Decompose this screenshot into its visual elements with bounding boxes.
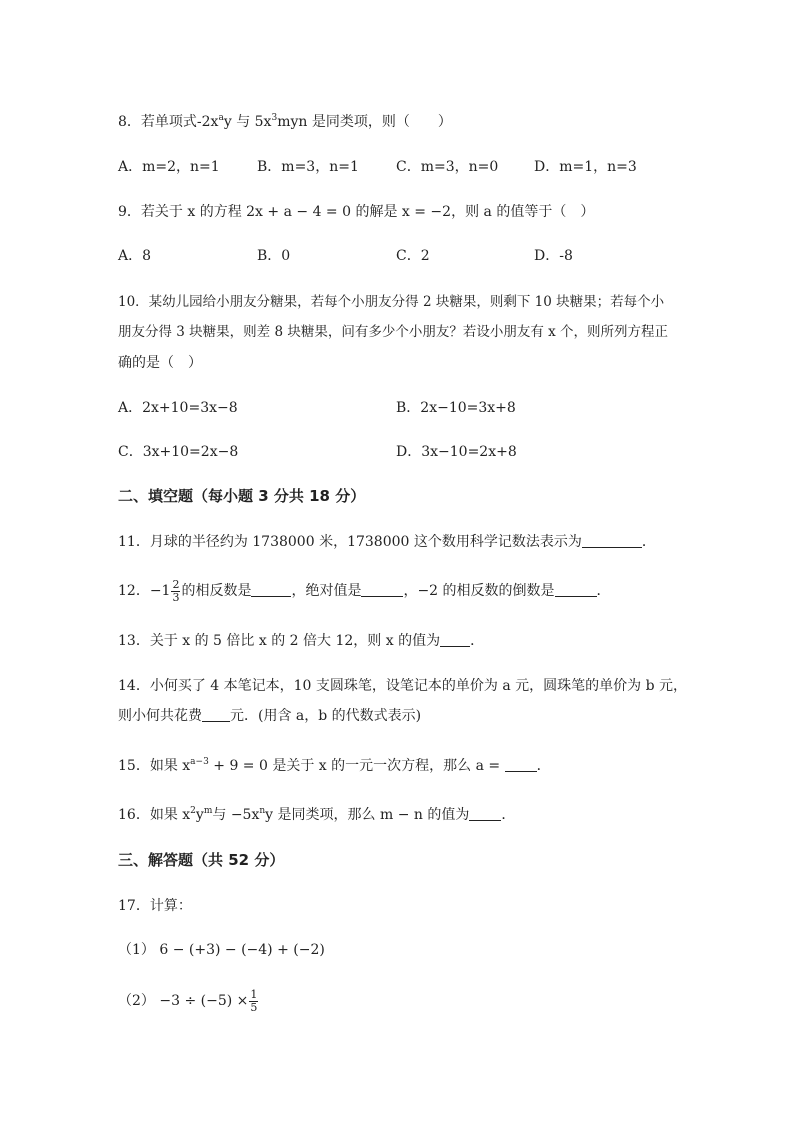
q10-option-c: C．3x+10=2x−8 [118,444,239,460]
q16-answer-blank[interactable] [469,806,501,821]
question-17-part-1: （1） 6 − (+3) − (−4) + (−2) [118,942,325,958]
question-15: 15．如果 $x^{a-3} + 9 = 0$ 是关于 x 的一元一次方程，那么 a = ． [118,757,551,774]
question-9-stem: 9．若关于 x 的方程 2x + a − 4 = 0 的解是 x = −2，则 a 的值等于（ ） [118,204,595,220]
q9-option-a: A．8 [118,248,152,264]
q10-option-d: D．3x−10=2x+8 [396,444,517,460]
q10-option-a: A．2x+10=3x−8 [118,400,238,416]
question-16: 16．如果 $x^2y^m$与 $-5x^ny$ 是同类项，那么 m − n 的值为 ． [118,806,516,823]
q9-option-c: C．2 [396,248,430,264]
question-11: 11．月球的半径约为 1738000 米，1738000 这个数用科学记数法表示为 ． [118,534,656,550]
question-8-stem: 8．若单项式$-2x^ay$ 与 $5x^3myn$ 是同类项，则（ ） [118,113,452,130]
q12-blank-1[interactable] [251,582,291,597]
q11-answer-blank[interactable] [582,533,642,548]
q17-fraction: $\frac{1}{5}$ [250,987,258,1014]
section-2-heading: 二、填空题（每小题 3 分共 18 分） [118,487,366,505]
section-3-heading: 三、解答题（共 52 分） [118,851,285,869]
q14-answer-blank[interactable] [202,707,230,722]
question-17-part-2: （2） −3 ÷ (−5) × $\frac{1}{5}$ [118,987,258,1014]
q9-option-d: D．-8 [534,248,573,264]
question-10-line1: 10．某幼儿园给小朋友分糖果，若每个小朋友分得 2 块糖果，则剩下 10 块糖果；若每个小 [118,294,665,310]
q12-blank-3[interactable] [555,582,597,597]
q13-answer-blank[interactable] [440,632,470,647]
question-10-line2: 朋友分得 3 块糖果，则差 8 块糖果，问有多少个小朋友？若设小朋友有 x 个，则所列方程正 [118,324,669,340]
question-17-title: 17．计算： [118,898,192,914]
q15-answer-blank[interactable] [505,757,537,772]
q8-option-a: A．m=2，n=1 [118,159,220,175]
q9-option-b: B．0 [257,248,291,264]
q10-option-b: B．2x−10=3x+8 [396,400,516,416]
question-10-line3: 确的是（ ） [118,355,202,371]
question-12: 12．−1 $\frac{2}{3}$ 的相反数是 ，绝对值是 ，−2 的相反数的倒数是 ． [118,577,611,604]
q8-option-c: C．m=3，n=0 [396,159,499,175]
q8-option-d: D．m=1，n=3 [534,159,637,175]
question-14-line1: 14．小何买了 4 本笔记本，10 支圆珠笔，设笔记本的单价为 a 元，圆珠笔的单价为 b 元， [118,678,687,694]
question-13: 13．关于 x 的 5 倍比 x 的 2 倍大 12，则 x 的值为 ． [118,633,485,649]
q12-fraction: $\frac{2}{3}$ [172,577,180,604]
q8-option-b: B．m=3，n=1 [257,159,359,175]
question-14-line2: 则小何共花费 元．(用含 a，b 的代数式表示) [118,708,422,724]
q12-blank-2[interactable] [361,582,403,597]
